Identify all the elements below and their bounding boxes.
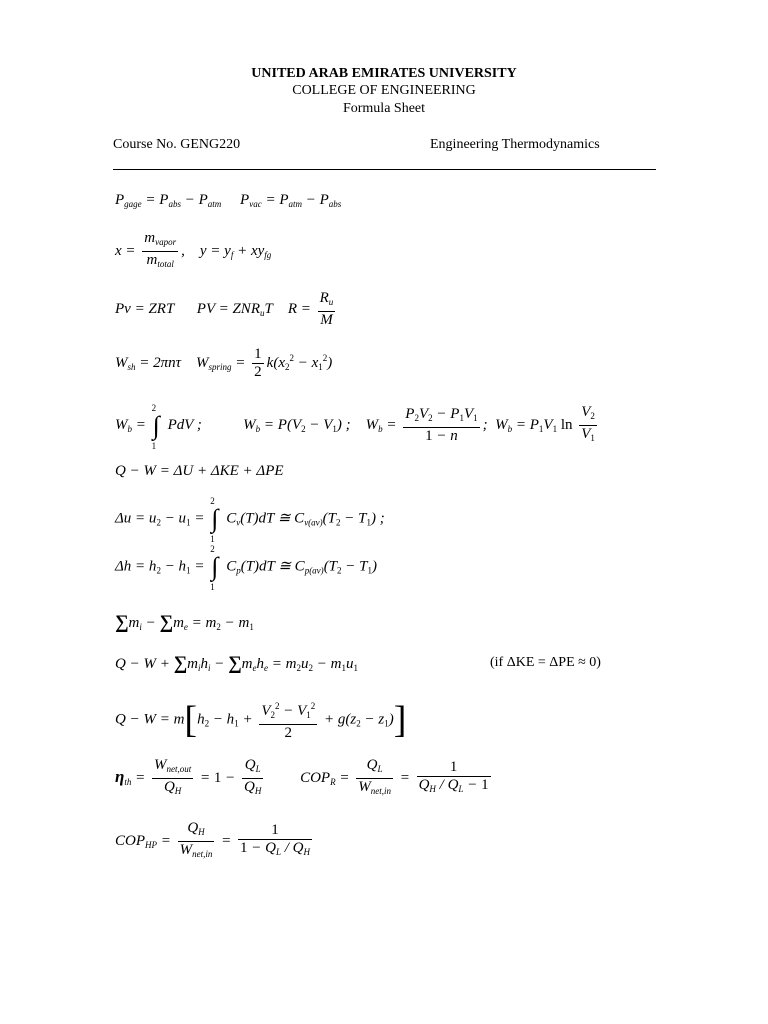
formula-delta-h: $\Delta h = h_2 - h_1$ = 2 ∫ 1 $C_p(T)dT$ ≅ $C_{p(av)}(T_2 - T_1)$: [115, 544, 377, 592]
formula-ideal-gas: Pv = ZRT PV = $ZNR_uT$ R = $\frac{R_u}{M}$: [115, 290, 334, 328]
sheet-title: Formula Sheet: [342, 101, 426, 116]
header-divider: [113, 169, 656, 170]
formula-steady-flow: $Q - W = m[h_2 - h_1$ + $\frac{V_2^2 - V_1^2}{2}$ + $g(z_2 - z_1)$]: [115, 699, 407, 741]
college-name: COLLEGE OF ENGINEERING: [292, 83, 476, 98]
formula-efficiency-cop-r: $\eta_{th}$ = $\frac{W_{net,out}}{Q_H}$ = 1 − $\frac{Q_L}{Q_H}$ $COP_R$ = $\frac{Q_L}{W_{net,in}}$ = $\frac{1}{Q_H / Q_L - 1}$: [115, 757, 489, 796]
formula-delta-u: $\Delta u = u_2 - u_1$ = 2 ∫ 1 $C_v(T)dT$ ≅ $C_{v(av)}(T_2 - T_1)$ ;: [115, 496, 385, 544]
formula-pressure: $P_{gage} = P_{abs} - P_{atm}$ $P_{vac} = P_{atm} - P_{abs}$: [115, 192, 342, 209]
formula-mass-balance: $\sum m_i - \sum m_e = m_2 - m_1$: [115, 612, 254, 633]
formula-energy-balance-open: $Q - W + \sum m_ih_i - \sum m_eh_e = m_2u_2 - m_1u_1$: [115, 653, 358, 674]
energy-condition-note: (if ΔKE = ΔPE ≈ 0): [490, 655, 601, 670]
formula-quality: x = $\frac{m_{vapor}}{m_{total}}$ , $y = y_f + xy_{fg}$: [115, 230, 272, 269]
formula-first-law-closed: Q − W = ΔU + ΔKE + ΔPE: [115, 463, 284, 479]
course-number: Course No. GENG220: [113, 137, 241, 152]
formula-cop-hp: $COP_{HP}$ = $\frac{Q_H}{W_{net,in}}$ = $\frac{1}{1 - Q_L / Q_H}$: [115, 820, 310, 859]
university-name: UNITED ARAB EMIRATES UNIVERSITY: [251, 66, 517, 81]
course-name: Engineering Thermodynamics: [430, 137, 600, 152]
formula-boundary-work: $W_b$ = 2 ∫ 1 PdV ; $W_b = P(V_2 - V_1)$ ; $W_b$ = $\frac{P_2V_2 - P_1V_1}{1 - n}$ ; $W_b = P_1V_1$ ln $\frac{V_2}{V_1}$: [115, 402, 595, 451]
formula-shaft-spring-work: $W_{sh} = 2\pi n\tau$ $W_{spring}$ = $\frac{1}{2}$ $k(x_2^2 - x_1^2)$: [115, 346, 333, 380]
